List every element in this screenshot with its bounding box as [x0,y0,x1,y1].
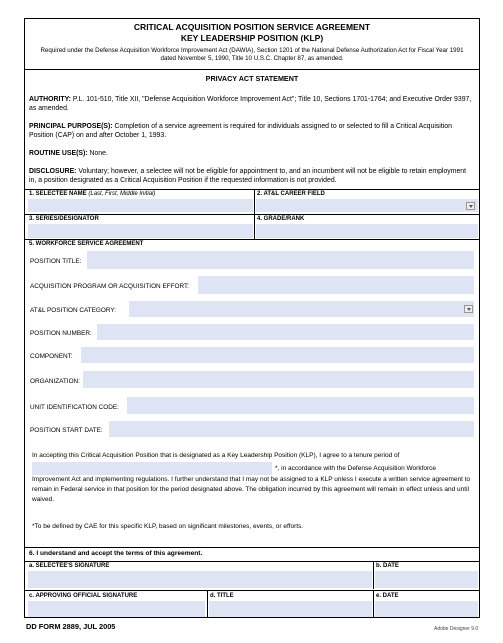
start-date-label: POSITION START DATE: [30,427,103,434]
chevron-down-icon[interactable] [464,305,473,313]
divider [25,239,479,240]
divider [25,547,479,548]
career-field-select[interactable] [256,199,478,212]
series-designator-field[interactable] [28,224,253,238]
unit-id-label: UNIT IDENTIFICATION CODE: [30,404,119,411]
agreement-line1: In accepting this Critical Acquisition Position that is designated as a Key Leadership Position (KLP), I agree to a tenure period of [32,452,400,459]
selectee-name-label: 1. SELECTEE NAME (Last, First, Middle Initial) [29,191,156,197]
title-d-label: d. TITLE [210,593,234,599]
grade-rank-label: 4. GRADE/RANK [257,216,305,222]
selectee-signature-label: a. SELECTEE'S SIGNATURE [29,563,110,569]
software-label: Adobe Designer 9.0 [434,626,479,632]
form-title: CRITICAL ACQUISITION POSITION SERVICE AGREEMENT KEY LEADERSHIP POSITION (KLP) [133,22,371,43]
career-field-label: 2. AT&L CAREER FIELD [257,191,325,197]
authority-text: AUTHORITY: P.L. 101-510, Title XII, "Defense Acquisition Workforce Improvement Act"; Title 10, Sections 1701-1764; and Executive Order 9397, as amended. [29,96,472,112]
organization-label: ORGANIZATION: [30,378,80,385]
divider [373,590,374,617]
unit-id-field[interactable] [127,397,474,414]
component-field[interactable] [81,347,474,363]
principal-purpose-text: PRINCIPAL PURPOSE(S): Completion of a service agreement is required for individuals assigned to or selected to fill a Critical Acquisition Position (CAP) on and after October 1, 1993. [29,123,452,139]
date-b-label: b. DATE [376,563,399,569]
section6-heading: 6. I understand and accept the terms of this agreement. [29,550,203,557]
footnote: *To be defined by CAE for this specific KLP, based on significant milestones, events, or efforts. [32,523,304,530]
privacy-heading: PRIVACY ACT STATEMENT [205,74,299,83]
divider [373,561,374,589]
program-effort-field[interactable] [198,276,474,294]
divider [254,189,255,214]
date-e-label: e. DATE [376,593,399,599]
selectee-signature-field[interactable] [28,571,372,588]
date-e-field[interactable] [375,601,478,617]
position-number-label: POSITION NUMBER: [30,330,92,337]
position-category-select[interactable] [129,301,474,317]
chevron-down-icon[interactable] [466,202,475,210]
divider [254,214,255,239]
divider [25,590,479,591]
organization-field[interactable] [83,371,474,388]
date-b-field[interactable] [375,571,478,588]
position-title-field[interactable] [87,251,474,269]
approving-signature-field[interactable] [28,601,205,617]
component-label: COMPONENT: [30,353,73,360]
divider [25,214,479,215]
selectee-name-field[interactable] [28,199,253,212]
position-number-field[interactable] [97,324,474,340]
divider [25,189,479,190]
routine-use-text: ROUTINE USE(S): None. [29,150,108,157]
divider [207,590,208,617]
title-d-field[interactable] [209,601,372,617]
agreement-line2: *, in accordance with the Defense Acquisition Workforce [275,465,437,472]
start-date-field[interactable] [109,421,474,437]
position-title-label: POSITION TITLE: [30,258,82,265]
tenure-period-field[interactable] [32,462,272,475]
program-effort-label: ACQUISITION PROGRAM OR ACQUISITION EFFORT: [30,283,189,290]
divider [25,69,479,70]
approving-signature-label: c. APPROVING OFFICIAL SIGNATURE [29,593,138,599]
series-designator-label: 3. SERIES/DESIGNATOR [29,216,99,222]
disclosure-text: DISCLOSURE: Voluntary; however, a selectee will not be eligible for appointment to, and an incumbent will not be eligible to retain employment in, a position designated as a Critical Acquisition Position if the requested information is not provided. [29,168,467,184]
divider [25,561,479,562]
agreement-paragraph: Improvement Act and implementing regulations. I further understand that I may not be assigned to a KLP unless I execute a written service agreement to remain in Federal service in that position for the period designated above. The obligation incurred by this agreement will remain in effect unless and until waived. [32,476,471,503]
position-category-label: AT&L POSITION CATEGORY: [30,307,117,314]
form-subtitle: Required under the Defense Acquisition Workforce Improvement Act (DAWIA), Section 1201 of the National Defense Authorization Act for Fiscal Year 1991 dated November 5, 1990, Title 10 U.S.C. Chapter 87, as amended. [40,47,464,62]
grade-rank-field[interactable] [256,224,478,238]
section5-heading: 5. WORKFORCE SERVICE AGREEMENT [29,241,144,247]
form-id: DD FORM 2889, JUL 2005 [26,622,116,631]
service-agreement-form [24,18,480,618]
